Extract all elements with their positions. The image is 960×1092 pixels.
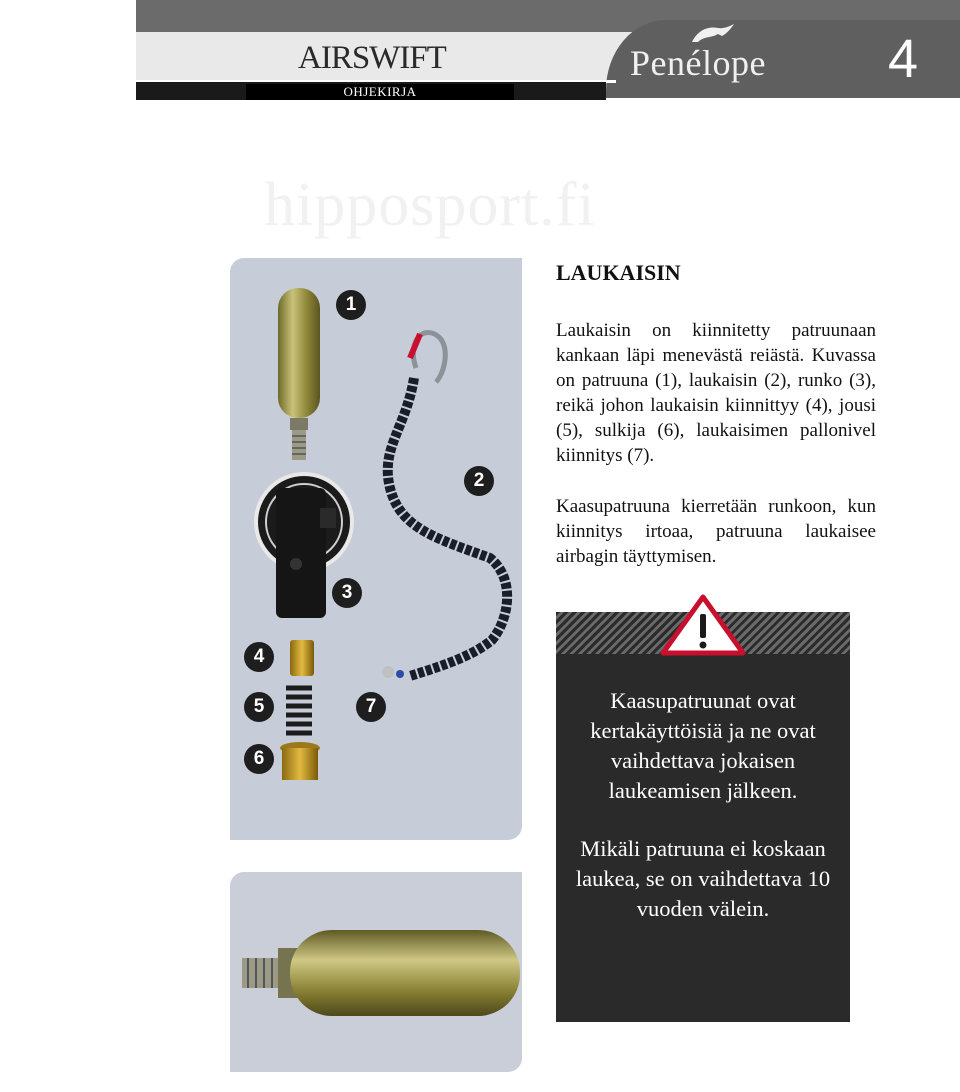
part-label-2: 2 [464,466,494,496]
part-label-1: 1 [336,290,366,320]
warning-single-use-text: Kaasupatruunat ovat kertakäyttöisiä ja ne ovat vaihdettava jokaisen laukeamisen jälkeen. [590,688,816,803]
part-label-5: 5 [244,692,274,722]
page-header [136,0,960,100]
spring-part [286,688,312,733]
trigger-parts-photo [230,258,522,840]
manual-label: OHJEKIRJA [246,84,514,100]
page-number: 4 [887,29,919,89]
cartridge-photo [230,872,522,1072]
cartridge-illustration [230,872,522,1072]
trigger-parts-illustration [230,258,522,840]
penelope-logo: Penélope [630,43,766,83]
description-paragraph: Laukaisin on kiinnitetty patruunaan kankaan läpi menevästä reiästä. Kuvassa on patruuna (1), laukaisin (2), runko (3), reikä johon laukaisin kiinnittyy (4), jousi (5), sulkija (6), laukaisimen pallonivel kiinnitys (7). [556,320,876,466]
trigger-lanyard-part [382,333,507,678]
brand-name: AIRSWIFT [298,40,446,76]
section-title: LAUKAISIN [556,260,681,285]
part-label-6: 6 [244,744,274,774]
closer-part [280,742,320,780]
warning-replace-interval-text: Mikäli patruuna ei koskaan laukea, se on vaihdettava 10 vuoden välein. [575,836,831,921]
operation-paragraph: Kaasupatruuna kierretään runkoon, kun kiinnitys irtoaa, patruuna laukaisee airbagin täyttymisen. [556,496,876,567]
warning-triangle-icon [660,594,746,656]
part-label-7: 7 [356,692,386,722]
cartridge-part [278,288,320,460]
watermark: hipposport.fi [264,171,596,239]
attachment-hole-part [290,640,314,676]
part-label-3: 3 [332,578,362,608]
part-label-4: 4 [244,642,274,672]
